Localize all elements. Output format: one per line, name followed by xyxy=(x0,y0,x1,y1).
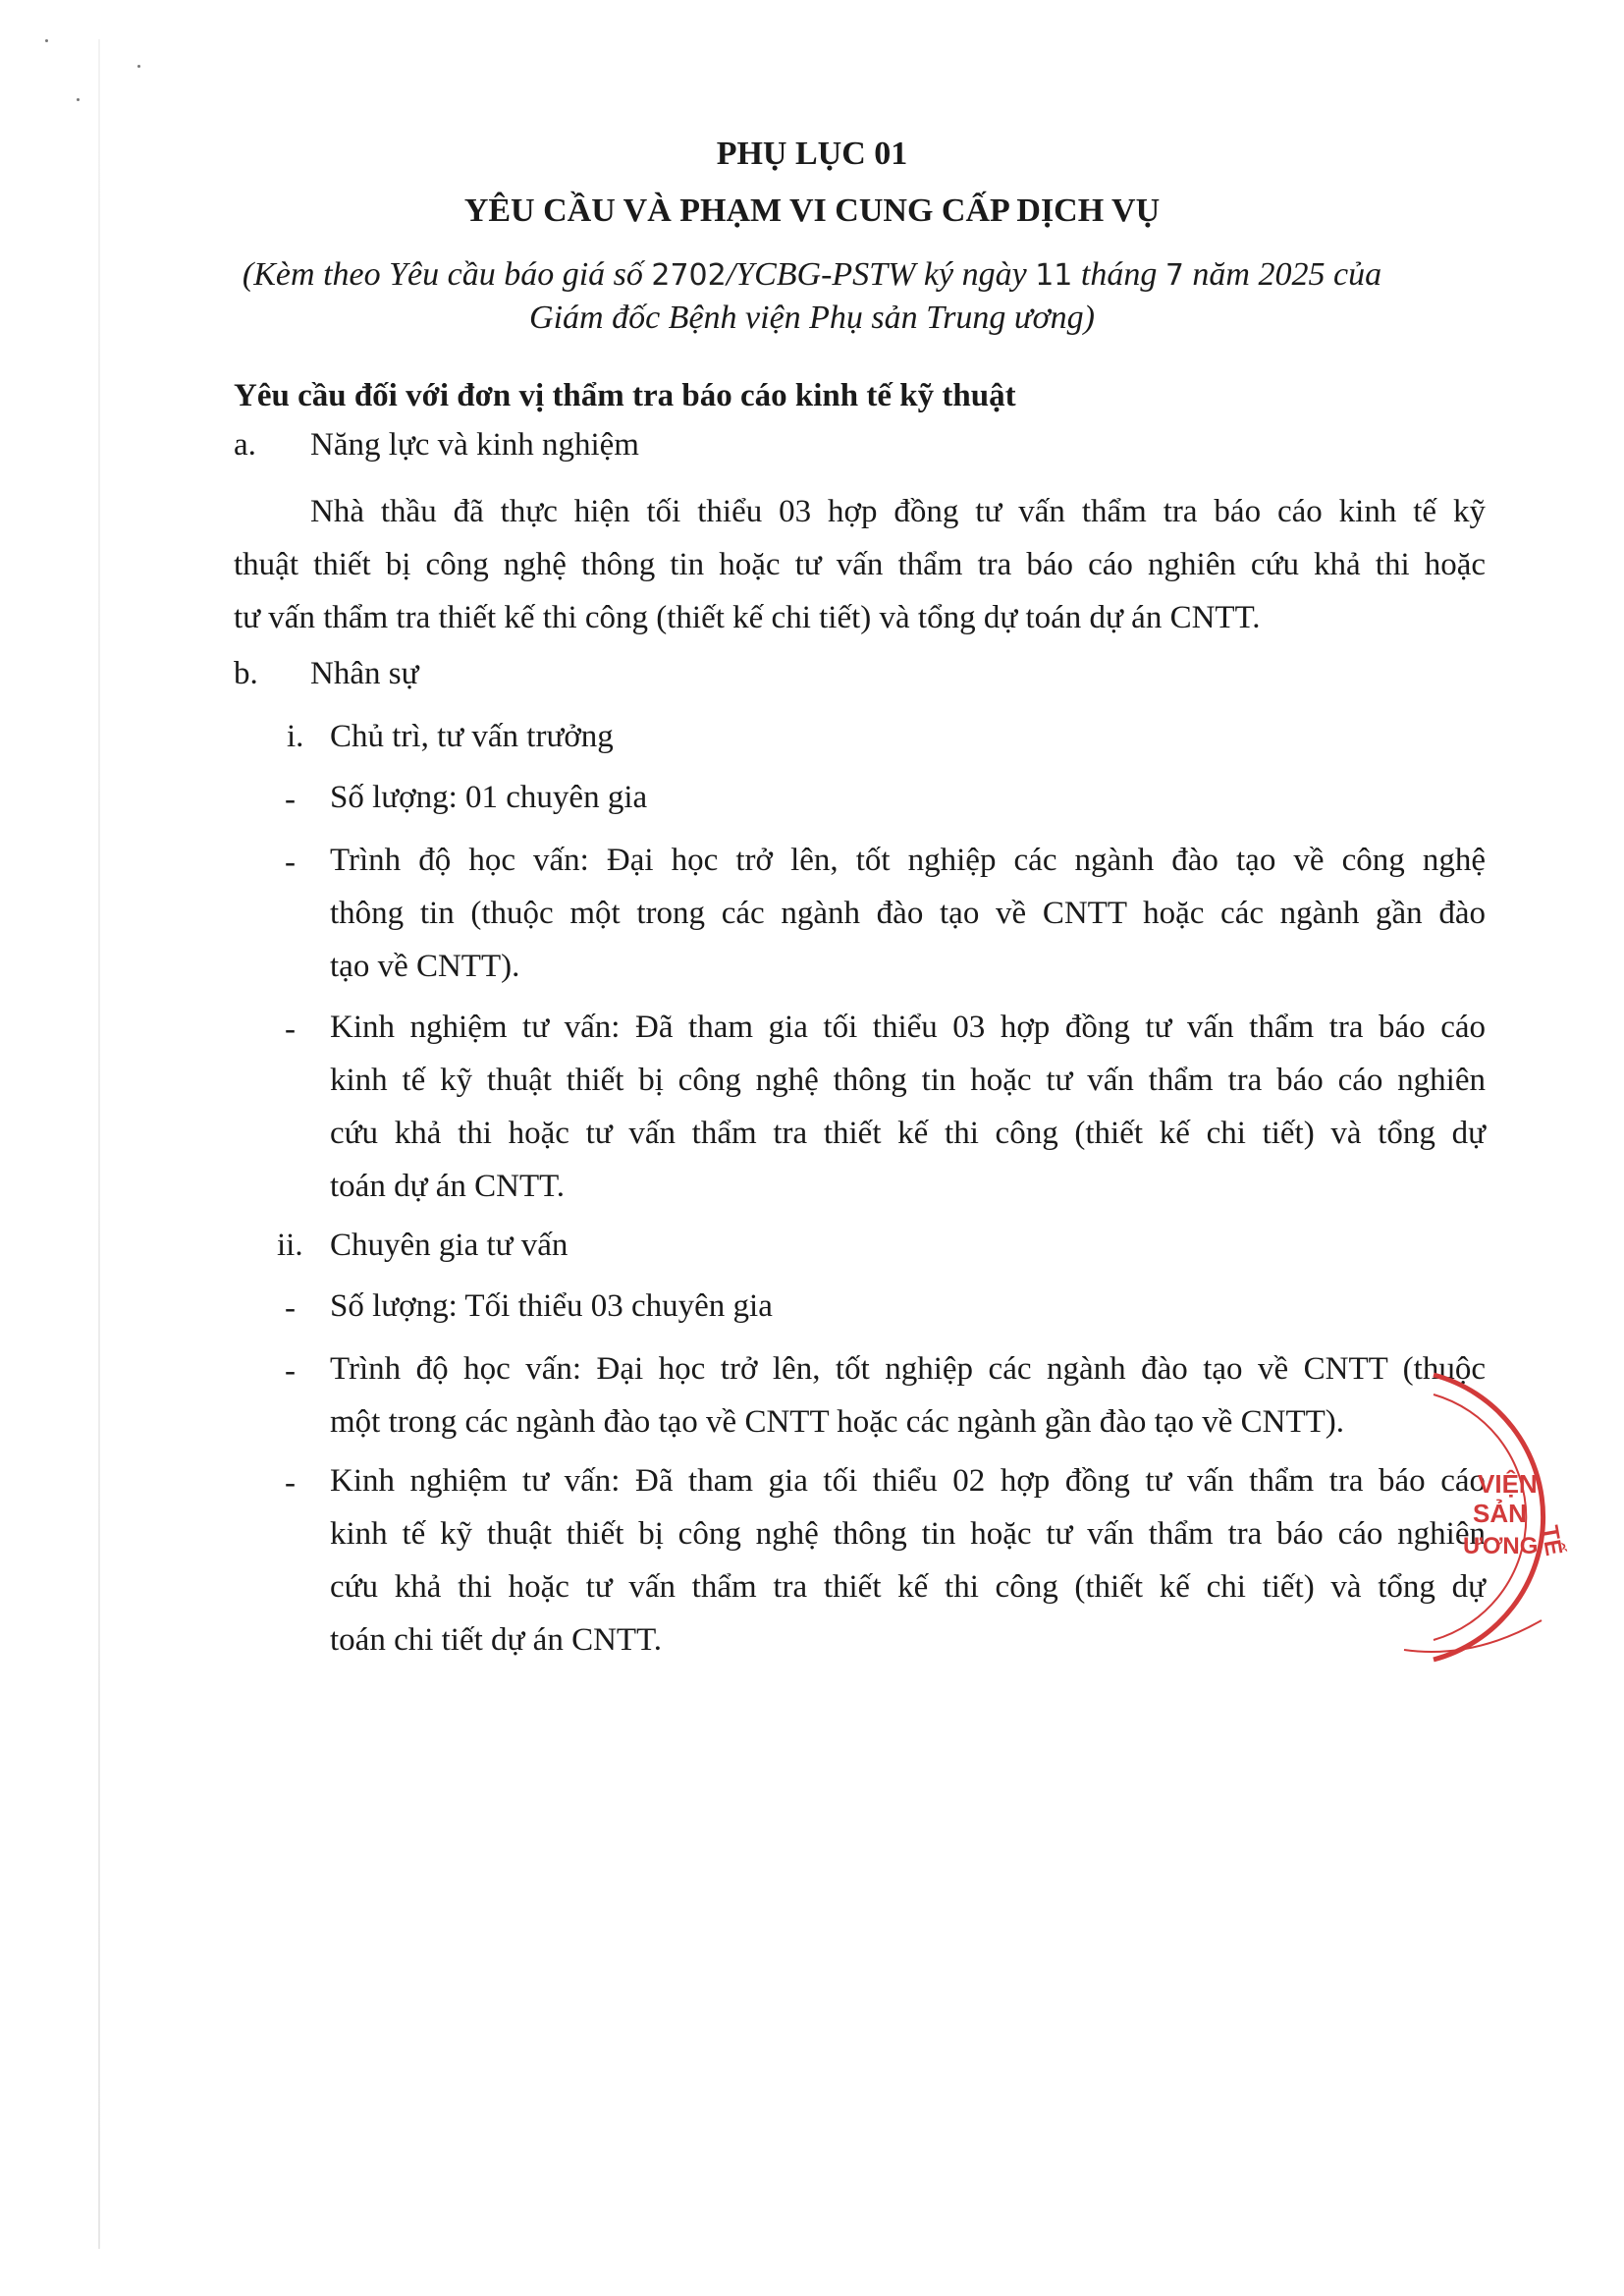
scan-edge xyxy=(98,39,100,2249)
seal-text: VIỆN xyxy=(1478,1469,1538,1499)
official-seal-stamp xyxy=(1394,1365,1591,1669)
paragraph-line: thuật thiết bị công nghệ thông tin hoặc tư vấn thẩm tra báo cáo nghiên cứu khả thi hoặc xyxy=(234,547,1486,582)
paragraph-line: toán chi tiết dự án CNTT. xyxy=(330,1622,663,1658)
paragraph-line: tạo về CNTT). xyxy=(330,949,520,984)
seal-stroke xyxy=(1404,1620,1542,1652)
sub-ii-label: Chuyên gia tư vấn xyxy=(330,1228,568,1263)
sub-i-label: Chủ trì, tư vấn trưởng xyxy=(330,719,614,754)
ii-item-experience xyxy=(330,1454,1486,1667)
seal-text: SẢN xyxy=(1473,1499,1527,1528)
paragraph-line: Số lượng: 01 chuyên gia xyxy=(330,780,648,815)
bullet-dash: - xyxy=(285,1011,296,1047)
item-b-label: Nhân sự xyxy=(310,656,419,691)
sub-ii-marker: ii. xyxy=(277,1228,303,1263)
bullet-dash: - xyxy=(285,782,296,817)
item-a-label: Năng lực và kinh nghiệm xyxy=(310,427,639,463)
scan-speck xyxy=(45,39,48,42)
handwritten-number: 2702 xyxy=(651,258,727,293)
scan-speck xyxy=(77,98,80,101)
bullet-dash: - xyxy=(285,1353,296,1389)
bullet-dash: - xyxy=(285,845,296,880)
paragraph-line: Kinh nghiệm tư vấn: Đã tham gia tối thiểu 02 hợp đồng tư vấn thẩm tra báo cáo xyxy=(330,1463,1486,1499)
i-item-experience xyxy=(330,1001,1486,1213)
ii-item-quantity xyxy=(330,1280,1486,1333)
paragraph-line: Kinh nghiệm tư vấn: Đã tham gia tối thiểu 03 hợp đồng tư vấn thẩm tra báo cáo xyxy=(330,1010,1486,1045)
seal-text: ƯƠNG xyxy=(1463,1533,1539,1559)
appendix-subtitle: YÊU CẦU VÀ PHẠM VI CUNG CẤP DỊCH VỤ xyxy=(463,192,1161,229)
reference-note-line2: Giám đốc Bệnh viện Phụ sản Trung ương) xyxy=(529,300,1095,336)
paragraph-line: Trình độ học vấn: Đại học trở lên, tốt nghiệp các ngành đào tạo về CNTT (thuộc xyxy=(330,1351,1486,1387)
ii-item-education xyxy=(330,1342,1486,1449)
handwritten-day: 11 xyxy=(1035,258,1073,293)
paragraph-line: tư vấn thẩm tra thiết kế thi công (thiết kế chi tiết) và tổng dự toán dự án CNTT. xyxy=(234,600,1261,635)
scan-speck xyxy=(137,65,140,68)
appendix-title: PHỤ LỤC 01 xyxy=(716,136,908,172)
sub-i-marker: i. xyxy=(287,719,304,754)
paragraph-line: Trình độ học vấn: Đại học trở lên, tốt nghiệp các ngành đào tạo về công nghệ xyxy=(330,843,1486,878)
bullet-dash: - xyxy=(285,1290,296,1326)
paragraph-line: cứu khả thi hoặc tư vấn thẩm tra thiết kế thi công (thiết kế chi tiết) và tổng dự xyxy=(330,1569,1486,1605)
seal-text: TẾ xyxy=(1536,1523,1568,1558)
paragraph-line: kinh tế kỹ thuật thiết bị công nghệ thông tin hoặc tư vấn thẩm tra báo cáo nghiên xyxy=(330,1516,1486,1552)
paragraph-line: một trong các ngành đào tạo về CNTT hoặc các ngành gần đào tạo về CNTT). xyxy=(330,1404,1345,1440)
bullet-dash: - xyxy=(285,1465,296,1501)
section-heading: Yêu cầu đối với đơn vị thẩm tra báo cáo kinh tế kỹ thuật xyxy=(234,378,1016,413)
item-a-paragraph xyxy=(234,485,1486,644)
paragraph-line: toán dự án CNTT. xyxy=(330,1169,566,1204)
handwritten-month: 7 xyxy=(1164,258,1184,293)
item-a-marker: a. xyxy=(234,427,256,463)
reference-note: (Kèm theo Yêu cầu báo giá số 2702/YCBG-PSTW ký ngày 11 tháng 7 năm 2025 của xyxy=(242,256,1382,293)
paragraph-line: cứu khả thi hoặc tư vấn thẩm tra thiết kế thi công (thiết kế chi tiết) và tổng dự xyxy=(330,1116,1486,1151)
paragraph-line: thông tin (thuộc một trong các ngành đào tạo về CNTT hoặc các ngành gần đào xyxy=(330,896,1486,931)
paragraph-line: kinh tế kỹ thuật thiết bị công nghệ thông tin hoặc tư vấn thẩm tra báo cáo nghiên xyxy=(330,1063,1486,1098)
paragraph-line: Số lượng: Tối thiểu 03 chuyên gia xyxy=(330,1288,773,1324)
i-item-quantity xyxy=(330,771,1486,824)
paragraph-line: Nhà thầu đã thực hiện tối thiểu 03 hợp đồng tư vấn thẩm tra báo cáo kinh tế kỹ xyxy=(310,494,1486,529)
i-item-education xyxy=(330,834,1486,993)
item-b-marker: b. xyxy=(234,656,258,691)
